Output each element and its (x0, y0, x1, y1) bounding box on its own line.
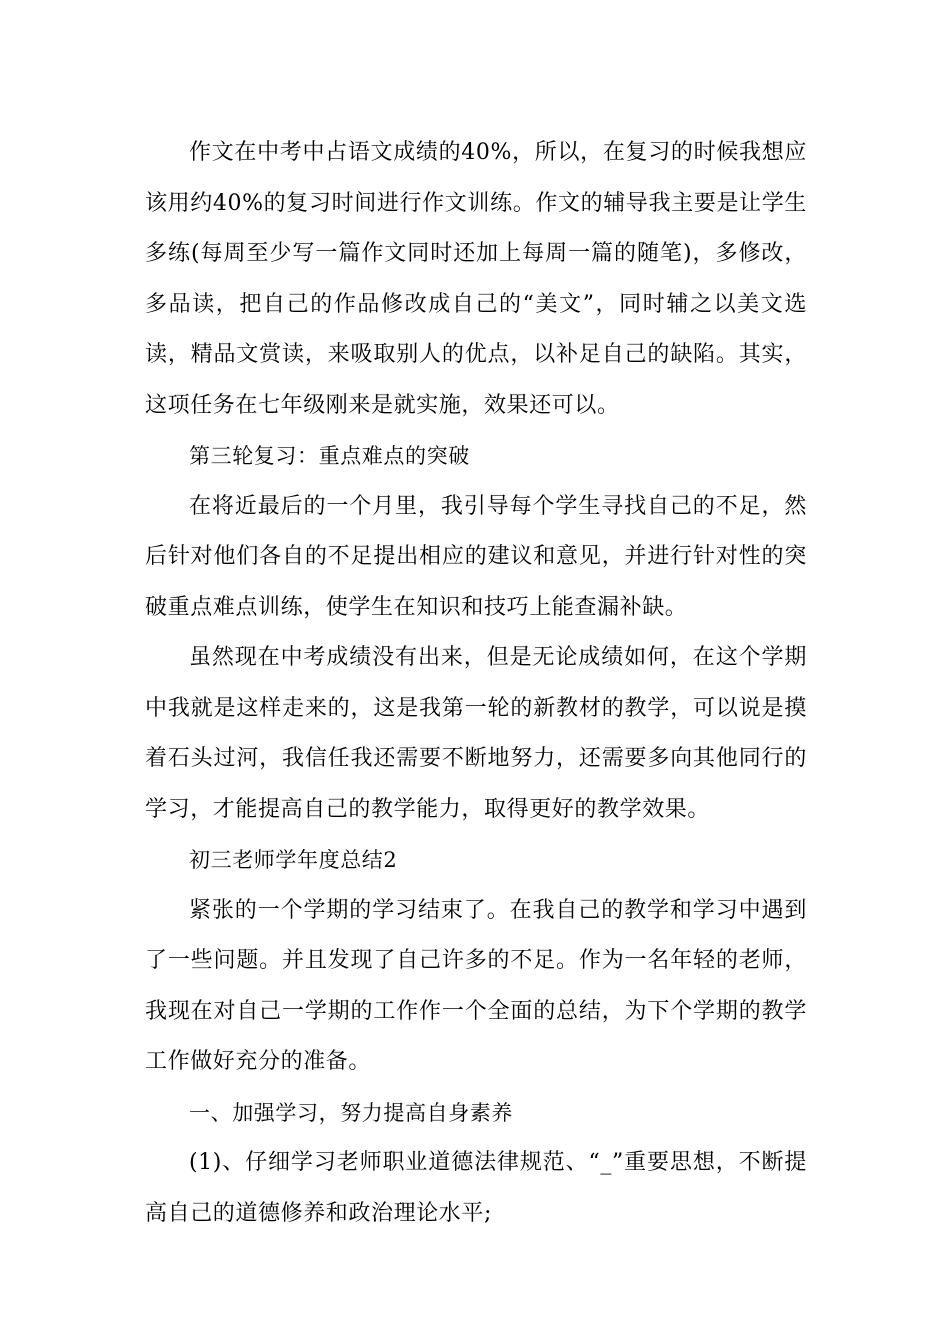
paragraph-semester-end: 紧张的一个学期的学习结束了。在我自己的教学和学习中遇到了一些问题。并且发现了自己许多的不足。作为一名年轻的老师，我现在对自己一学期的工作作一个全面的总结，为下个学期的教学工作做好充分的准备。 (145, 897, 807, 1074)
heading-section-one: 一、加强学习，努力提高自身素养 (189, 1100, 513, 1125)
paragraph-reflection: 虽然现在中考成绩没有出来，但是无论成绩如何，在这个学期中我就是这样走来的，这是我第一轮的新教材的教学，可以说是摸着石头过河，我信任我还需要不断地努力，还需要多向其他同行的学习，才能提高自己的教学能力，取得更好的教学效果。 (145, 645, 807, 822)
document-body (145, 128, 807, 1239)
paragraph-item-1: (1)、仔细学习老师职业道德法律规范、“_”重要思想，不断提高自己的道德修养和政治理论水平; (145, 1150, 807, 1226)
heading-summary-2: 初三老师学年度总结2 (189, 848, 398, 872)
paragraph-composition-training: 作文在中考中占语文成绩的40%，所以，在复习的时候我想应该用约40%的复习时间进行作文训练。作文的辅导我主要是让学生多练(每周至少写一篇作文同时还加上每周一篇的随笔)，多修改，多品读，把自己的作品修改成自己的“美文”，同时辅之以美文选读，精品文赏读，来吸取别人的优点，以补足自己的缺陷。其实，这项任务在七年级刚来是就实施，效果还可以。 (145, 140, 807, 418)
heading-third-round-review: 第三轮复习：重点难点的突破 (189, 444, 470, 468)
paragraph-final-month: 在将近最后的一个月里，我引导每个学生寻找自己的不足，然后针对他们各自的不足提出相应的建议和意见，并进行针对性的突破重点难点训练，使学生在知识和技巧上能查漏补缺。 (145, 493, 807, 620)
